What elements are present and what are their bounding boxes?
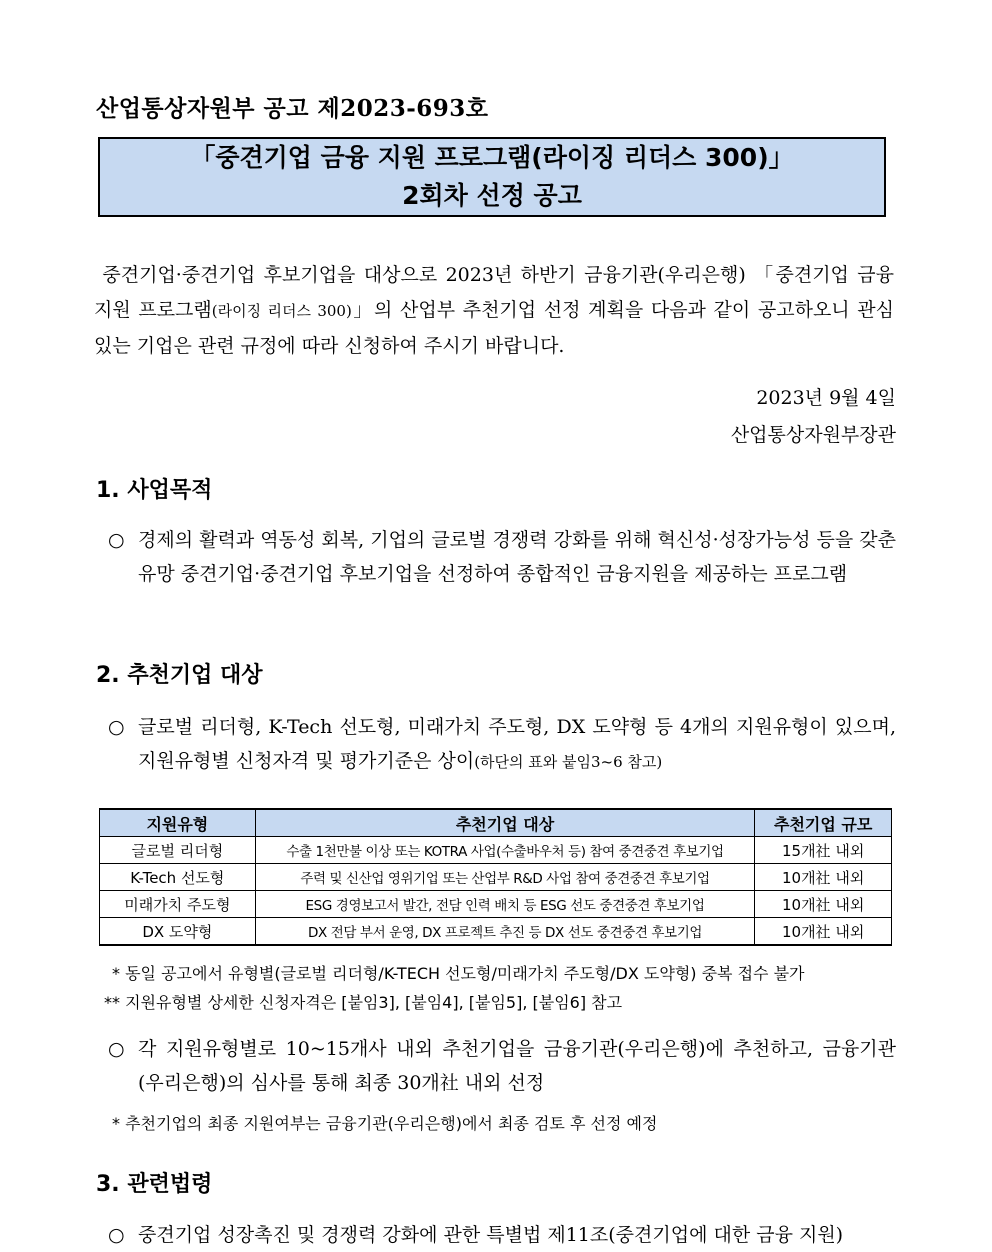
section-1-heading: 1. 사업목적 [96,478,213,503]
table-header-row [100,809,892,837]
title-line-1: 「중견기업 금융 지원 프로그램(라이징 리더스 300)」 [190,143,794,172]
table-cell-target: 수출 1천만불 이상 또는 KOTRA 사업(수출바우처 등) 참여 중견중견 후보기업 [255,837,755,864]
table-cell-type: DX 도약형 [100,918,256,946]
table-row [100,864,892,891]
intro-part-3: 」의 산업부 추천기업 선정 계획을 다음과 같이 공고하오니 관심 있는 기업은 관련 규정에 따라 신청하여 주시기 바랍니다. [94,299,895,357]
bullet-mark: ○ [108,1224,125,1246]
note-eligibility: ** 지원유형별 상세한 신청자격은 [붙임3], [붙임4], [붙임5], [붙임6] 참고 [104,993,623,1012]
note-final-review: * 추천기업의 최종 지원여부는 금융기관(우리은행)에서 최종 검토 후 선정 예정 [112,1114,658,1133]
title-box [98,137,886,217]
table-cell-scale: 10개社 내외 [755,891,892,918]
section-1-bullet-text: 경제의 활력과 역동성 회복, 기업의 글로벌 경쟁력 강화를 위해 혁신성·성장가능성 등을 갖춘 유망 중견기업·중견기업 후보기업을 선정하여 종합적인 금융지원을 제공하는 프로그램 [138,529,896,585]
table-cell-type: 미래가치 주도형 [100,891,256,918]
intro-part-1: 중견기업·중견기업 후보기업을 대상으로 2023년 하반기 금융기관(우리은행) 「중견기업 금융 지원 프로그램 [94,264,894,321]
section-2-heading: 2. 추천기업 대상 [96,663,263,688]
section-3-heading: 3. 관련법령 [96,1172,213,1197]
section-2-bullet-2 [108,1032,896,1100]
table-header-type: 지원유형 [100,809,256,837]
section-2-bullet-2-text: 각 지원유형별로 10~15개사 내외 추천기업을 금융기관(우리은행)에 추천하고, 금융기관(우리은행)의 심사를 통해 최종 30개社 내외 선정 [138,1038,896,1094]
table-cell-target: ESG 경영보고서 발간, 전담 인력 배치 등 ESG 선도 중견중견 후보기업 [255,891,755,918]
intro-paragraph [94,258,894,364]
section-3-bullet-text: 중견기업 성장촉진 및 경쟁력 강화에 관한 특별법 제11조(중견기업에 대한 금융 지원) [138,1224,844,1246]
table-row [100,891,892,918]
table-header-target: 추천기업 대상 [255,809,755,837]
table-cell-type: 글로벌 리더형 [100,837,256,864]
section-1-bullet [108,523,896,591]
note-duplicate: * 동일 공고에서 유형별(글로벌 리더형/K-TECH 선도형/미래가치 주도형/DX 도약형) 중복 접수 불가 [112,964,805,983]
notice-number: 산업통상자원부 공고 제2023-693호 [96,95,489,122]
table-cell-scale: 10개社 내외 [755,864,892,891]
table-cell-scale: 10개社 내외 [755,918,892,946]
table-cell-scale: 15개社 내외 [755,837,892,864]
bullet-mark: ○ [108,1038,125,1060]
notice-date: 2023년 9월 4일 [756,387,896,409]
section-2-bullet-1-text [138,710,896,779]
intro-part-2: (라이징 리더스 300) [211,302,352,320]
title-line-2: 2회차 선정 공고 [402,181,582,210]
table-row [100,918,892,946]
support-type-table [99,808,892,946]
table-cell-target: DX 전담 부서 운영, DX 프로젝트 추진 등 DX 선도 중견중견 후보기업 [255,918,755,946]
bullet-mark: ○ [108,529,125,551]
table-row [100,837,892,864]
section-2-bullet-1 [108,710,896,779]
section-2-bullet-1-small: (하단의 표와 붙임3~6 참고) [474,753,663,771]
table-cell-type: K-Tech 선도형 [100,864,256,891]
section-3-bullet [108,1218,896,1252]
table-cell-target: 주력 및 신산업 영위기업 또는 산업부 R&D 사업 참여 중견중견 후보기업 [255,864,755,891]
issuer: 산업통상자원부장관 [730,424,896,446]
bullet-mark: ○ [108,716,125,738]
table-header-scale: 추천기업 규모 [755,809,892,837]
section-2-bullet-1-main: 글로벌 리더형, K-Tech 선도형, 미래가치 주도형, DX 도약형 등 4개의 지원유형이 있으며, 지원유형별 신청자격 및 평가기준은 상이 [138,716,896,772]
